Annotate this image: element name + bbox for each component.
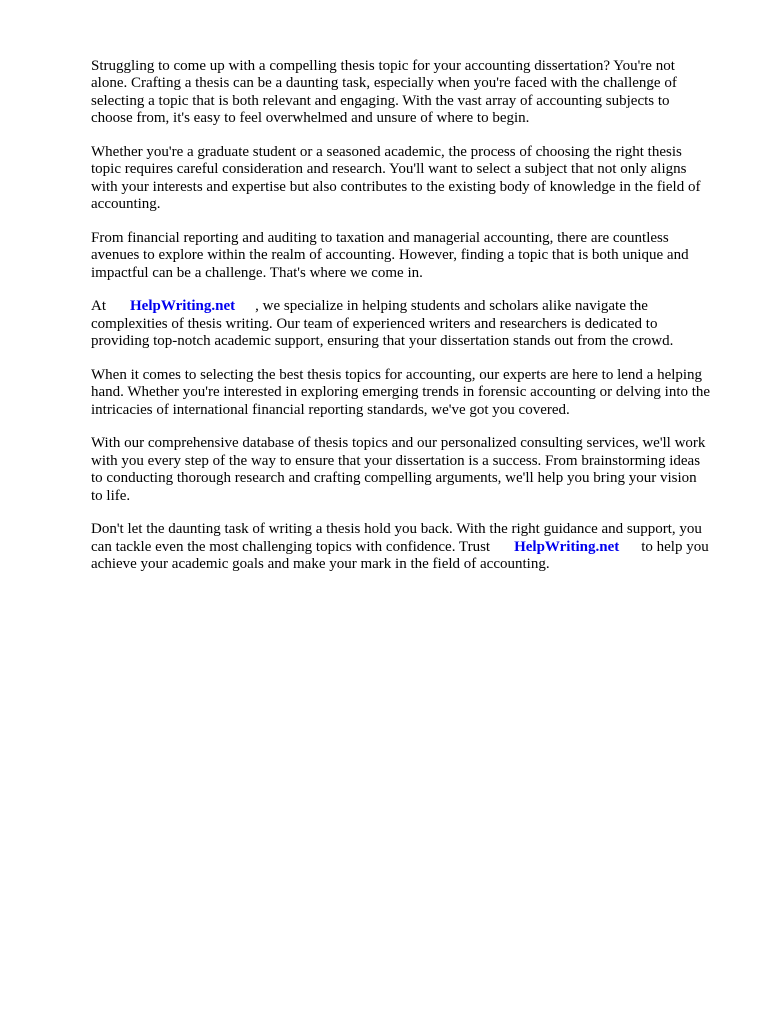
paragraph-closing-tail: to help you achieve your academic goals and make your mark in the field of accounting.: [91, 538, 709, 573]
paragraph-choosing-topic: Whether you're a graduate student or a seasoned academic, the process of choosing the right thesis topic requires careful consideration and research. You'll want to select a subject that not only aligns with your interests and expertise but also contributes to the existing body of knowledge in the field of accounting.: [91, 143, 701, 213]
paragraph-experts: When it comes to selecting the best thesis topics for accounting, our experts are here to lend a helping hand. Whether you're interested in exploring emerging trends in forensic accounting or delving into the intricacies of international financial reporting standards, we've got you covered.: [91, 366, 711, 418]
paragraph-avenues: From financial reporting and auditing to taxation and managerial accounting, there are countless avenues to explore within the realm of accounting. However, finding a topic that is both unique and impactful can be a challenge. That's where we come in.: [91, 229, 689, 281]
paragraph-about-service-lead: At: [91, 298, 106, 315]
helpwriting-link-closing[interactable]: HelpWriting.net: [514, 538, 620, 555]
paragraph-closing-lead: Don't let the daunting task of writing a thesis hold you back. With the right guidance and support, you can tackle even the most challenging topics with confidence. Trust: [91, 521, 702, 555]
paragraph-closing: [91, 521, 711, 573]
paragraph-intro: Struggling to come up with a compelling thesis topic for your accounting dissertation? You're not alone. Crafting a thesis can be a daunting task, especially when you're faced with the challenge of selecting a topic that is both relevant and engaging. With the vast array of accounting subjects to choose from, it's easy to feel overwhelmed and unsure of where to begin.: [91, 58, 677, 127]
paragraph-about-service-body: , we specialize in helping students and scholars alike navigate the complexities of thesis writing. Our team of experienced writers and researchers is dedicated to providing top-notch academic support, ensuring that your dissertation stands out from the crowd.: [91, 298, 674, 350]
paragraph-about-service: [91, 298, 711, 350]
document-page: [91, 58, 711, 590]
helpwriting-link[interactable]: HelpWriting.net: [130, 298, 236, 315]
paragraph-database: With our comprehensive database of thesis topics and our personalized consulting services, we'll work with you every step of the way to ensure that your dissertation is a success. From brainstorming ideas to conducting thorough research and crafting compelling arguments, we'll help you bring your vision to life.: [91, 435, 706, 504]
